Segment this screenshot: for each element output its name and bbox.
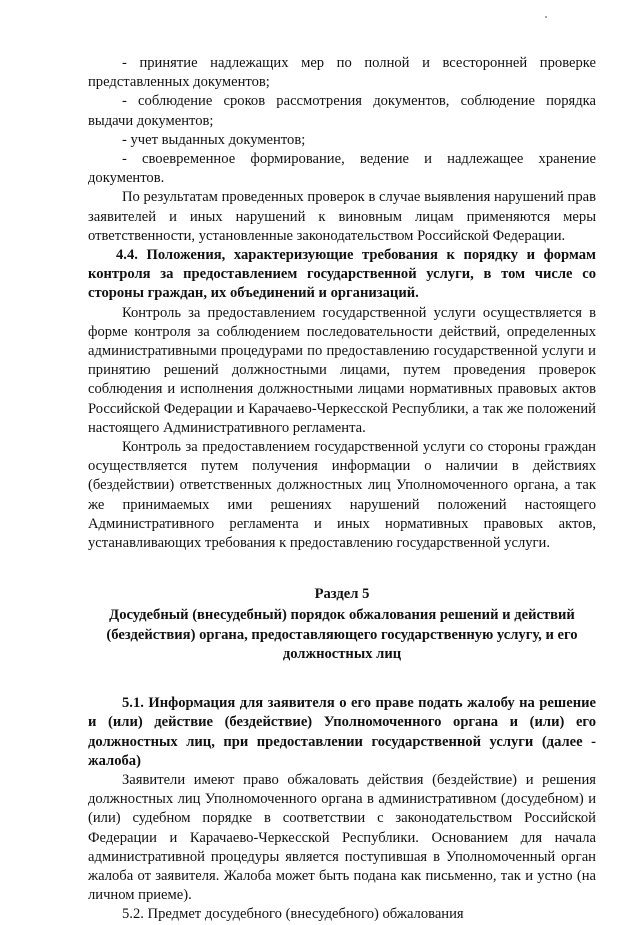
list-item-deadlines: - соблюдение сроков рассмотрения документов, соблюдение порядка выдачи документов;: [88, 93, 596, 129]
paragraph-violations: По результатам проведенных проверок в случае выявления нарушений прав заявителей и иных нарушений к виновным лицам применяются меры ответственности, установленные законодательством Российской Федерации.: [88, 189, 596, 244]
heading-5-1: 5.1. Информация для заявителя о его праве подать жалобу на решение и (или) действие (бездействие) Уполномоченного органа и (или) его должностных лиц, при предоставлении государственной услуги (далее - жалоба): [88, 695, 596, 769]
list-item-verification: - принятие надлежащих мер по полной и всесторонней проверке представленных документов;: [88, 55, 596, 91]
paragraph-citizen-control: Контроль за предоставлением государственной услуги со стороны граждан осуществляется путем получения информации о наличии в действиях (бездействии) ответственных должностных лиц Уполномоченного органа, а так же принимаемых ими решениях нарушений положений настоящего Административного регламента и иных нормативных правовых актов, устанавливающих требования к предоставлению государственной услуги.: [88, 439, 596, 552]
heading-4-4: 4.4. Положения, характеризующие требования к порядку и формам контроля за предоставлением государственной услуги, в том числе со стороны граждан, их объединений и организаций.: [88, 247, 596, 302]
section-5-subtitle: Досудебный (внесудебный) порядок обжалования решений и действий (бездействия) органа, предоставляющего государственную услугу, и его должностных лиц: [106, 607, 578, 662]
scan-speck: [545, 16, 547, 18]
paragraph-appeal-rights: Заявители имеют право обжаловать действия (бездействие) и решения должностных лиц Уполномоченного органа в административном (досудебном) и (или) судебном порядке в соответствии с законодательством Российской Федерации и Карачаево-Черкесской Республики. Основанием для начала административной процедуры является поступившая в Уполномоченный орган жалоба от заявителя. Жалоба может быть подана как письменно, так и устно (на личном приеме).: [88, 771, 596, 904]
heading-5-2: 5.2. Предмет досудебного (внесудебного) обжалования: [122, 906, 464, 923]
list-item-accounting: - учет выданных документов;: [122, 131, 306, 148]
paragraph-control-form: Контроль за предоставлением государственной услуги осуществляется в форме контроля за соблюдением последовательности действий, определенных административными процедурами по предоставлению государственной услуги и принятию решений должностными лицами, путем проведения проверок соблюдения и исполнения должностными лицами нормативных правовых актов Российской Федерации и Карачаево-Черкесской Республики, а так же положений настоящего Административного регламента.: [88, 304, 596, 436]
list-item-storage: - своевременное формирование, ведение и надлежащее хранение документов.: [88, 151, 596, 187]
document-body: [88, 54, 596, 925]
section-5-title: Раздел 5: [314, 586, 370, 603]
